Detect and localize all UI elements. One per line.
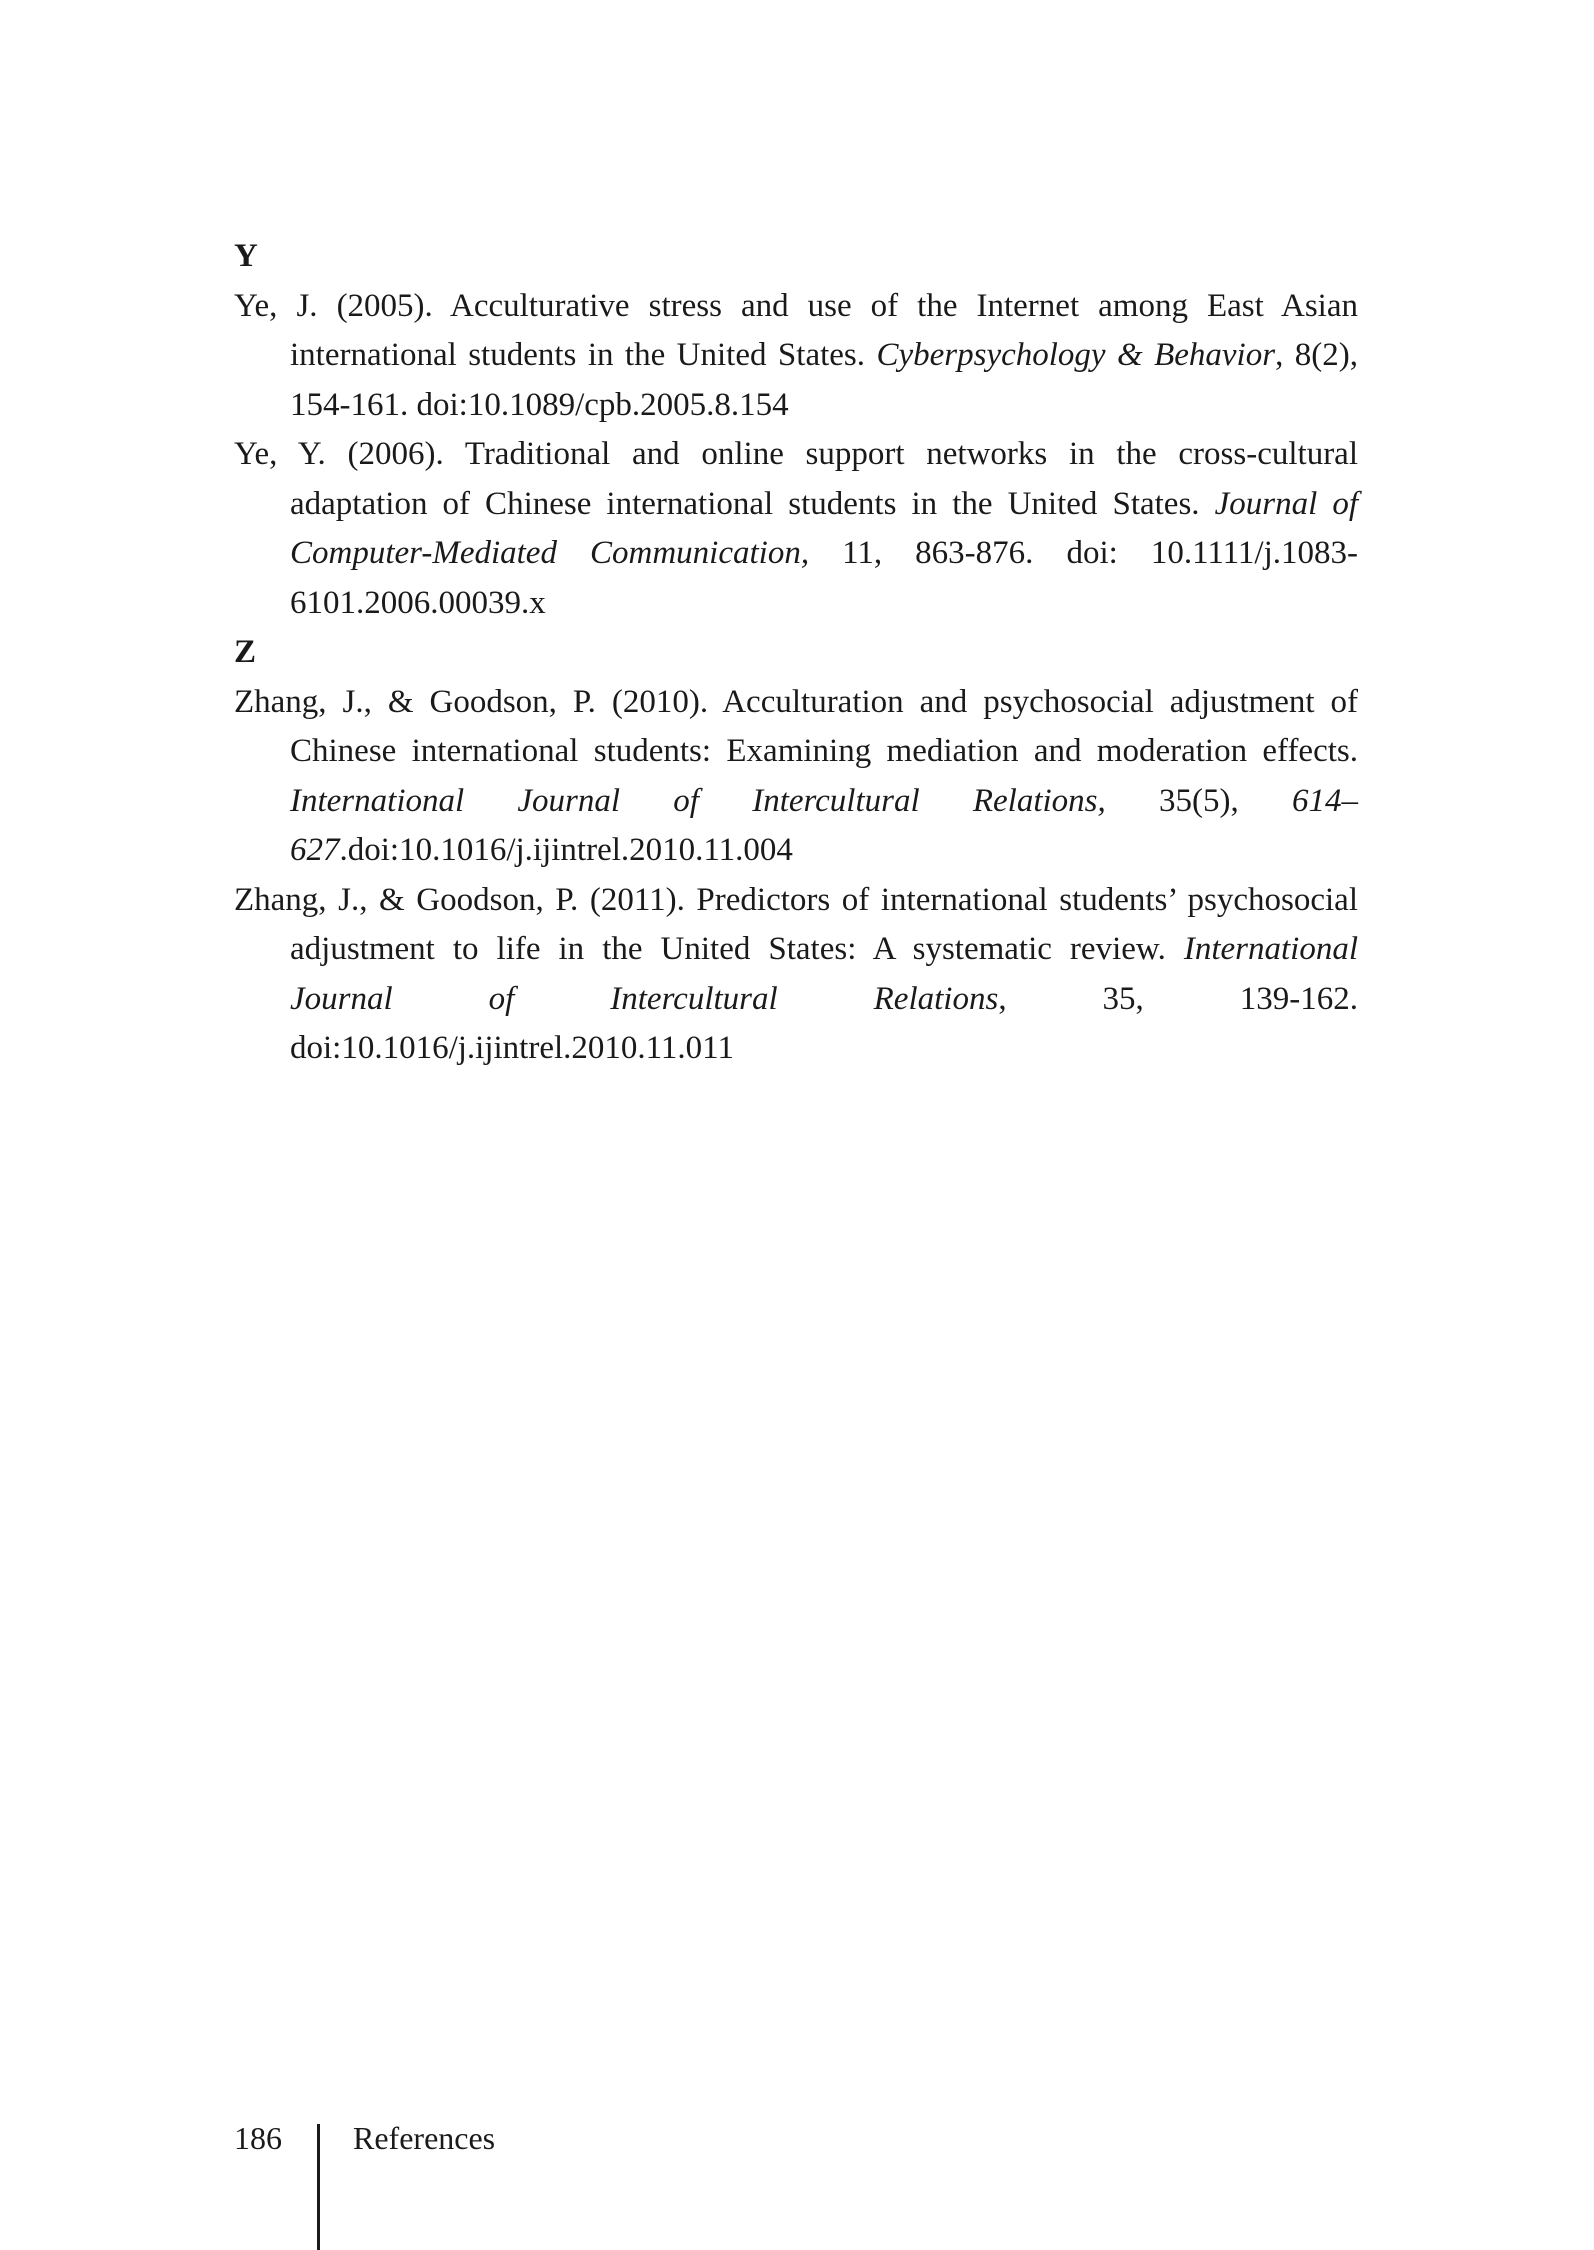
journal-title: International Journal of Intercultural Relations,	[290, 782, 1106, 819]
journal-title: Cyberpsychology & Behavior	[876, 337, 1276, 373]
running-footer-label: References	[353, 2120, 496, 2156]
references-content	[234, 232, 1358, 1074]
journal-title: Journal of Computer-Mediated Communication,	[290, 485, 1358, 571]
reference-text: Zhang, J., & Goodson, P. (2010). Acculturation and psychosocial adjustment of Chinese international students: Examining mediation and moderation effects.	[234, 683, 1358, 769]
reference-text: Zhang, J., & Goodson, P. (2011). Predictors of international students’ psychosocial adjustment to life in the United States: A systematic review.	[234, 881, 1358, 967]
reference-details: , 8(2), 154-161. doi:10.1089/cpb.2005.8.154	[290, 337, 1358, 423]
reference-pages: 614–627	[290, 782, 1358, 868]
footer-divider	[317, 2124, 320, 2250]
reference-details: .doi:10.1016/j.ijintrel.2010.11.004	[339, 832, 793, 868]
reference-entry	[234, 876, 1358, 1074]
reference-text: Ye, Y. (2006). Traditional and online support networks in the cross-cultural adaptation of Chinese international students in the United States.	[234, 436, 1358, 522]
reference-details: , 35, 139-162. doi:10.1016/j.ijintrel.2010.11.011	[290, 980, 1358, 1066]
section-letter-z: Z	[234, 634, 257, 670]
reference-text: Ye, J. (2005). Acculturative stress and use of the Internet among East Asian international students in the United States.	[234, 287, 1358, 373]
journal-title: International Journal of Intercultural Relations	[290, 931, 1358, 1017]
reference-volume: 35(5),	[1105, 782, 1292, 819]
reference-entry	[234, 282, 1358, 431]
page-number: 186	[234, 2120, 282, 2156]
reference-entry	[234, 430, 1358, 628]
reference-entry	[234, 678, 1358, 876]
reference-details: 11, 863-876. doi: 10.1111/j.1083-6101.2006.00039.x	[290, 535, 1358, 621]
section-letter-y: Y	[234, 238, 258, 274]
